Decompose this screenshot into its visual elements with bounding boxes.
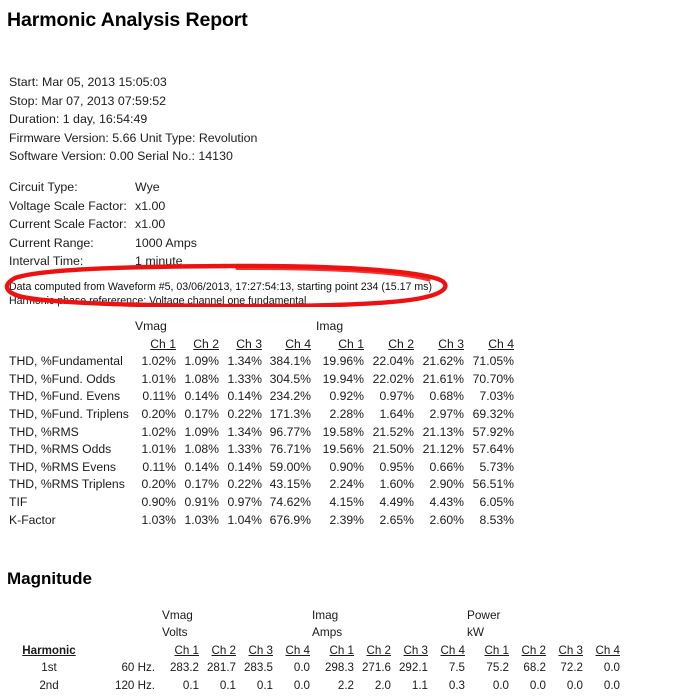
waveform-source-note: Data computed from Waveform #5, 03/06/2013, 17:27:54:13, starting point 234 (15.17 ms) [9, 281, 433, 293]
mag-cell: 1.1 [411, 678, 428, 692]
thd-cell: 2.90% [429, 477, 464, 492]
table-row [9, 406, 514, 424]
magnitude-section-title: Magnitude [7, 569, 92, 588]
mag-col-vmag-ch1: Ch 1 [174, 643, 199, 657]
mag-cell: 72.2 [560, 661, 583, 675]
thd-cell: 2.24% [329, 477, 364, 492]
thd-cell: 71.05% [472, 354, 514, 369]
thd-cell: 19.56% [322, 442, 364, 457]
mag-cell: 0.1 [256, 678, 273, 692]
thd-cell: 1.33% [227, 442, 262, 457]
thd-cell: 4.49% [379, 494, 414, 509]
thd-col-vmag-ch1: Ch 1 [150, 336, 176, 351]
mag-cell: 2.2 [337, 678, 354, 692]
thd-cell: 76.71% [269, 442, 311, 457]
thd-cell: 21.50% [372, 442, 414, 457]
thd-cell: 0.17% [184, 406, 219, 421]
mag-corner-cell [9, 607, 89, 624]
thd-cell: 21.62% [422, 354, 464, 369]
thd-row-label: THD, %RMS Odds [9, 442, 112, 457]
table-row [9, 371, 514, 389]
mag-col-imag-ch1: Ch 1 [329, 643, 354, 657]
thd-cell: 21.12% [422, 442, 464, 457]
thd-cell: 6.05% [479, 494, 514, 509]
waveform-note-block [9, 281, 432, 308]
config-label: Interval Time: [9, 254, 84, 269]
mag-cell: 0.0 [566, 678, 583, 692]
mag-cell: 75.2 [486, 661, 509, 675]
session-duration-text: Duration: 1 day, 16:54:49 [9, 112, 148, 127]
mag-cell: 292.1 [398, 661, 428, 675]
thd-cell: 5.73% [479, 459, 514, 474]
thd-cell: 171.3% [269, 406, 311, 421]
config-label: Current Range: [9, 235, 94, 250]
session-stop-row [9, 92, 257, 111]
mag-group-vmag: Vmag [162, 608, 193, 622]
config-row-interval-time [9, 252, 197, 271]
thd-cell: 1.08% [184, 371, 219, 386]
firmware-row [9, 129, 257, 148]
mag-cell: 0.0 [529, 678, 546, 692]
thd-cell: 2.28% [329, 406, 364, 421]
thd-cell: 69.32% [472, 406, 514, 421]
thd-cell: 22.02% [372, 371, 414, 386]
thd-row-label: THD, %Fund. Evens [9, 389, 121, 404]
thd-cell: 0.66% [429, 459, 464, 474]
config-row-current-scale-factor [9, 215, 197, 234]
mag-cell: 298.3 [324, 661, 354, 675]
thd-col-imag-ch1: Ch 1 [338, 336, 364, 351]
mag-col-imag-ch3: Ch 3 [403, 643, 428, 657]
thd-cell: 0.90% [329, 459, 364, 474]
thd-col-imag-ch4: Ch 4 [488, 336, 514, 351]
config-label: Circuit Type: [9, 180, 78, 194]
thd-cell: 676.9% [269, 512, 311, 527]
thd-cell: 19.58% [322, 424, 364, 439]
thd-cell: 2.97% [429, 406, 464, 421]
config-row-voltage-scale-factor [9, 197, 197, 216]
mag-col-power-ch4: Ch 4 [595, 643, 620, 657]
session-start-row [9, 73, 257, 92]
thd-cell: 0.97% [379, 389, 414, 404]
thd-cell: 7.03% [479, 389, 514, 404]
mag-cell: 283.5 [243, 661, 273, 675]
config-value: x1.00 [135, 198, 166, 213]
thd-cell: 57.64% [472, 442, 514, 457]
mag-col-vmag-ch2: Ch 2 [211, 643, 236, 657]
thd-cell: 1.01% [141, 442, 176, 457]
mag-unit-kw: kW [467, 625, 485, 640]
mag-col-frequency [89, 642, 162, 659]
thd-col-imag-ch2: Ch 2 [388, 336, 414, 351]
mag-cell: 283.2 [169, 661, 199, 675]
table-row [9, 353, 514, 371]
thd-cell: 0.14% [227, 389, 262, 404]
thd-col-vmag-ch2: Ch 2 [193, 336, 219, 351]
mag-cell: 0.0 [603, 661, 620, 675]
phase-reference-note: Harmonic phase refererence: Voltage channel one fundamental [9, 294, 307, 307]
table-row [9, 494, 514, 512]
thd-row-label: THD, %RMS [9, 424, 79, 439]
config-row-circuit-type [9, 178, 197, 197]
mag-corner-cell-2 [9, 624, 89, 641]
thd-cell: 0.14% [227, 459, 262, 474]
thd-cell: 21.61% [422, 371, 464, 386]
thd-cell: 0.68% [429, 389, 464, 404]
thd-cell: 0.20% [141, 477, 176, 492]
thd-cell: 0.14% [184, 459, 219, 474]
table-row [9, 441, 514, 459]
mag-col-imag-ch4: Ch 4 [440, 643, 465, 657]
mag-cell: 0.1 [182, 678, 199, 692]
mag-unit-header-row [9, 624, 620, 641]
thd-cell: 0.11% [142, 459, 176, 474]
mag-cell: 0.0 [492, 678, 509, 692]
thd-cell: 57.92% [472, 424, 514, 439]
thd-cell: 19.94% [322, 371, 364, 386]
config-label: Current Scale Factor: [9, 217, 127, 232]
thd-cell: 1.33% [227, 371, 262, 386]
thd-corner-cell [9, 318, 133, 336]
thd-cell: 4.43% [429, 494, 464, 509]
thd-col-imag-ch3: Ch 3 [438, 336, 464, 351]
config-value: 1 minute [135, 254, 183, 269]
mag-frequency: 60 Hz. [121, 661, 155, 675]
table-row [9, 388, 514, 406]
page-title: Harmonic Analysis Report [7, 9, 248, 31]
thd-col-vmag-ch4: Ch 4 [285, 336, 311, 351]
thd-cell: 0.22% [227, 406, 262, 421]
thd-cell: 0.92% [329, 389, 364, 404]
config-row-current-range [9, 234, 197, 253]
thd-row-label: THD, %Fund. Triplens [9, 406, 129, 421]
thd-cell: 2.60% [429, 512, 464, 527]
thd-cell: 1.34% [227, 424, 262, 439]
mag-col-harmonic: Harmonic [22, 643, 76, 657]
magnitude-table [9, 607, 620, 694]
mag-channel-header-row [9, 642, 620, 659]
thd-cell: 1.09% [184, 354, 219, 369]
session-info-block [9, 73, 257, 166]
thd-cell: 0.22% [227, 477, 262, 492]
thd-cell: 4.15% [329, 494, 364, 509]
thd-cell: 0.14% [184, 389, 219, 404]
mag-cell: 0.0 [293, 678, 310, 692]
mag-group-header-row [9, 607, 620, 624]
mag-cell: 271.6 [361, 661, 391, 675]
thd-cell: 234.2% [269, 389, 311, 404]
thd-group-imag: Imag [316, 319, 344, 333]
thd-cell: 0.20% [141, 406, 176, 421]
mag-col-power-ch2: Ch 2 [521, 643, 546, 657]
thd-cell: 0.91% [184, 494, 219, 509]
mag-cell: 7.5 [448, 661, 465, 675]
thd-cell: 21.52% [372, 424, 414, 439]
thd-row-label: THD, %Fund. Odds [9, 371, 116, 386]
software-row [9, 147, 257, 166]
mag-col-vmag-ch4: Ch 4 [285, 643, 310, 657]
mag-group-imag: Imag [312, 608, 339, 622]
thd-cell: 2.39% [329, 512, 364, 527]
thd-cell: 1.64% [379, 406, 414, 421]
thd-cell: 1.01% [141, 371, 176, 386]
thd-cell: 21.13% [422, 424, 464, 439]
thd-group-header-row [9, 318, 514, 336]
config-value: 1000 Amps [135, 235, 197, 250]
config-value: x1.00 [135, 217, 166, 232]
table-row [9, 424, 514, 442]
thd-channel-header-row [9, 336, 514, 354]
thd-cell: 59.00% [269, 459, 311, 474]
mag-unit-volts: Volts [162, 625, 188, 640]
mag-cell: 0.0 [603, 678, 620, 692]
thd-cell: 0.90% [141, 494, 176, 509]
thd-cell: 74.62% [269, 494, 311, 509]
mag-col-power-ch1: Ch 1 [484, 643, 509, 657]
mag-cell: 0.0 [293, 661, 310, 675]
mag-harmonic-label: 1st [41, 661, 57, 675]
thd-cell: 1.34% [227, 354, 262, 369]
thd-row-label: K-Factor [9, 512, 56, 527]
mag-frequency: 120 Hz. [115, 678, 155, 692]
thd-cell: 2.65% [379, 512, 414, 527]
thd-cell: 0.95% [379, 459, 414, 474]
thd-row-label: TIF [9, 494, 28, 509]
config-value: Wye [135, 180, 160, 194]
session-duration-row [9, 110, 257, 129]
thd-cell: 384.1% [269, 354, 311, 369]
thd-cell: 56.51% [472, 477, 514, 492]
firmware-text: Firmware Version: 5.66 Unit Type: Revolution [9, 130, 258, 145]
thd-cell: 1.03% [141, 512, 176, 527]
table-row [9, 476, 514, 494]
thd-cell: 1.02% [141, 354, 176, 369]
thd-cell: 1.03% [184, 512, 219, 527]
table-row [9, 677, 620, 694]
mag-group-power: Power [467, 608, 501, 622]
thd-cell: 43.15% [269, 477, 311, 492]
thd-cell: 19.96% [322, 354, 364, 369]
session-stop-text: Stop: Mar 07, 2013 07:59:52 [9, 93, 167, 108]
mag-cell: 2.0 [374, 678, 391, 692]
mag-col-imag-ch2: Ch 2 [366, 643, 391, 657]
thd-row-label: THD, %Fundamental [9, 354, 123, 369]
mag-col-power-ch3: Ch 3 [558, 643, 583, 657]
thd-cell: 1.02% [141, 424, 176, 439]
thd-cell: 1.08% [184, 442, 219, 457]
software-text: Software Version: 0.00 Serial No.: 14130 [9, 149, 233, 164]
thd-cell: 0.17% [184, 477, 219, 492]
thd-cell: 0.11% [142, 389, 176, 404]
mag-cell: 68.2 [523, 661, 546, 675]
thd-row-label: THD, %RMS Evens [9, 459, 116, 474]
thd-cell: 96.77% [269, 424, 311, 439]
mag-corner-cell-freq [89, 607, 162, 624]
mag-cell: 0.1 [219, 678, 236, 692]
thd-table [9, 318, 514, 529]
mag-unit-amps: Amps [312, 625, 343, 640]
thd-col-vmag-ch3: Ch 3 [236, 336, 262, 351]
configuration-block [9, 178, 197, 271]
mag-cell: 0.3 [448, 678, 465, 692]
thd-cell: 22.04% [372, 354, 414, 369]
mag-corner-cell-freq-2 [89, 624, 162, 641]
mag-cell: 281.7 [206, 661, 236, 675]
table-row [9, 459, 514, 477]
thd-row-label: THD, %RMS Triplens [9, 477, 125, 492]
config-label: Voltage Scale Factor: [9, 198, 127, 213]
thd-cell: 1.04% [227, 512, 262, 527]
thd-group-vmag: Vmag [135, 319, 167, 333]
thd-cell: 304.5% [269, 371, 311, 386]
table-row [9, 512, 514, 530]
thd-corner-cell-2 [9, 336, 133, 354]
session-start-text: Start: Mar 05, 2013 15:05:03 [9, 75, 167, 89]
thd-cell: 1.60% [379, 477, 414, 492]
thd-cell: 70.70% [472, 371, 514, 386]
thd-cell: 8.53% [479, 512, 514, 527]
mag-col-vmag-ch3: Ch 3 [248, 643, 273, 657]
mag-harmonic-label: 2nd [39, 678, 59, 692]
thd-cell: 1.09% [184, 424, 219, 439]
thd-cell: 0.97% [227, 494, 262, 509]
table-row [9, 659, 620, 676]
